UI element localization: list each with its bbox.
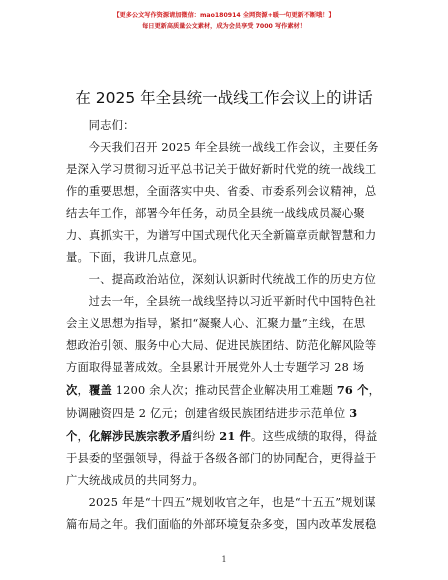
page-number: 1 (221, 555, 227, 564)
paragraph-line: 篇布局之年。我们面临的外部环境复杂多变，国内改革发展稳 (66, 518, 377, 531)
paragraph-line (66, 402, 383, 425)
bold-text: 个 (66, 429, 78, 443)
bold-text: 覆盖 (89, 383, 112, 397)
text-run: 纠纷 (192, 430, 220, 443)
greeting: 同志们： (88, 119, 135, 132)
promo-banner (0, 10, 448, 32)
bold-text: 次 (66, 383, 78, 397)
paragraph-line: 量。下面，我讲几点意见。 (66, 251, 204, 264)
text-run: ， (77, 384, 89, 397)
paragraph-line: 方面取得显著成效。全县累计开展党外人士专题学习 28 场 (66, 361, 365, 374)
paragraph-line: 于县委的坚强领导，得益于各级各部门的协同配合，更得益于 (66, 452, 377, 465)
bold-text: 3 (349, 406, 358, 420)
paragraph-line (66, 379, 383, 402)
document-title: 在 2025 年全县统一战线工作会议上的讲话 (75, 89, 373, 107)
paragraph-line: 是深入学习贯彻习近平总书记关于做好新时代党的统一战线工 (66, 163, 377, 176)
paragraph-line: 结去年工作，部署今年任务，动员全县统一战线成员凝心聚 (66, 207, 365, 220)
paragraph-intro (66, 137, 383, 269)
section-heading-1: 一、提高政治站位，深刻认识新时代统战工作的历史方位 (88, 273, 377, 286)
paragraph-line: 力、真抓实干，为谱写中国式现代化天全新篇章贡献智慧和力 (66, 229, 377, 242)
bold-text: 化解涉民族宗教矛盾 (89, 429, 193, 443)
bold-text: 76 个 (336, 383, 369, 397)
promo-banner-line-2: 每日更新高质量公文素材，成为会员享受 7000 写作素材！ (142, 23, 306, 30)
paragraph-line: 广大统战成员的共同努力。 (66, 474, 204, 487)
paragraph-review (66, 291, 383, 492)
paragraph-line: 今天我们召开 2025 年全县统一战线工作会议，主要任务 (88, 141, 379, 154)
paragraph-line: 会主义思想为指导，紧扣“凝聚人心、汇聚力量”主线，在思 (66, 317, 366, 330)
text-run: ， (77, 430, 89, 443)
text-run: 协调融资四是 2 亿元；创建省级民族团结进步示范单位 (66, 407, 350, 420)
paragraph-line: 想政治引领、服务中心大局、促进民族团结、防范化解风险等 (66, 339, 377, 352)
text-run: 。这些成绩的取得，得益 (251, 430, 378, 443)
paragraph-line: 2025 年是“十四五”规划收官之年，也是“十五五”规划谋 (88, 496, 376, 509)
promo-banner-line-1: 【更多公文写作资源请加微信：mao180914 全网资源+暖一句更新不断哦！】 (113, 12, 335, 19)
text-run: 1200 余人次；推动民营企业解决用工难题 (112, 384, 337, 397)
paragraph-outlook (66, 492, 383, 536)
text-run: ， (368, 384, 381, 397)
paragraph-line: 作的重要思想，全面落实中央、省委、市委系列会议精神，总 (66, 185, 377, 198)
paragraph-line (66, 425, 383, 448)
bold-text: 21 件 (219, 429, 252, 443)
document-body (66, 115, 383, 536)
paragraph-line: 过去一年，全县统一战线坚持以习近平新时代中国特色社 (88, 295, 377, 308)
